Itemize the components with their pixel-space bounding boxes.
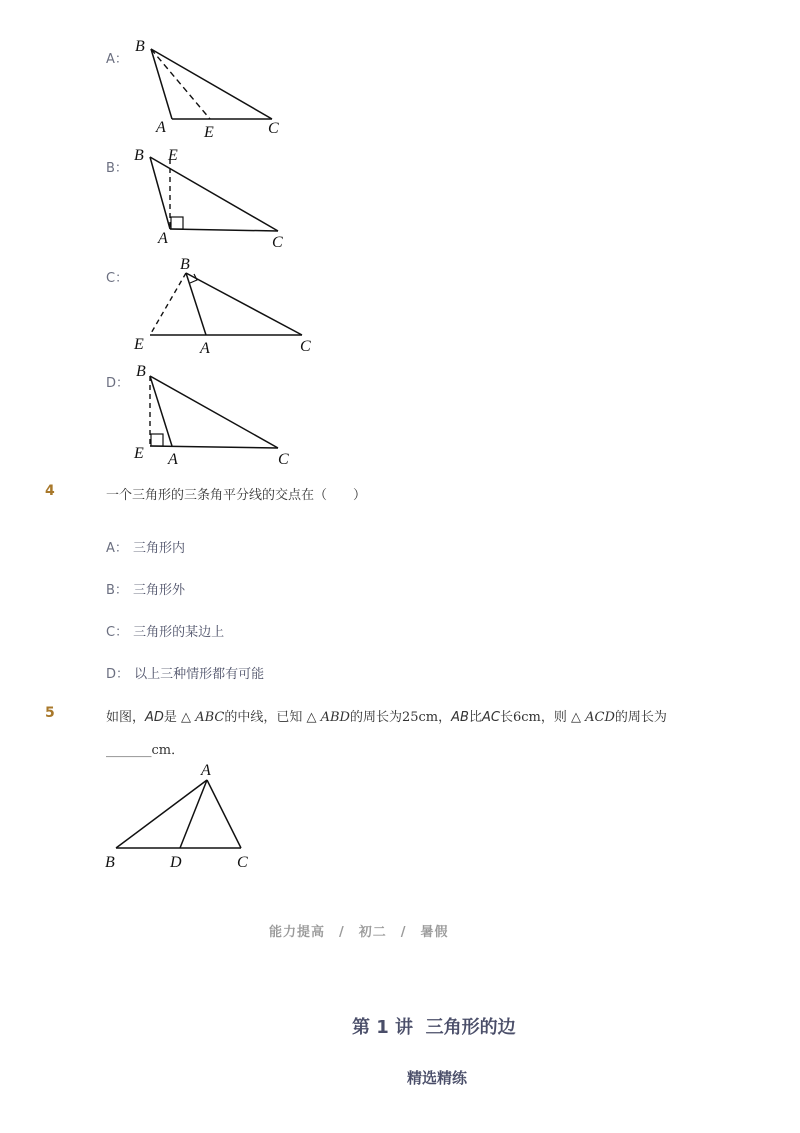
vertex-c: C <box>268 120 279 137</box>
stem-text: 是 △ <box>163 710 196 725</box>
figure-question-5 <box>100 760 260 875</box>
option-c[interactable] <box>106 621 224 640</box>
page-footer-breadcrumb: 能力提高 / 初二 / 暑假 <box>269 925 449 940</box>
option-text: 以上三种情形都有可能 <box>134 667 265 682</box>
option-text: 三角形外 <box>133 583 186 598</box>
option-a[interactable] <box>106 537 185 556</box>
option-label-b: B： <box>106 161 128 176</box>
vertex-a: A <box>201 762 211 779</box>
option-text: 三角形的某边上 <box>133 625 225 640</box>
question-stem: 一个三角形的三条角平分线的交点在（ ） <box>106 488 367 503</box>
option-label: A： <box>106 541 128 556</box>
difference-value: 6cm <box>512 710 541 725</box>
vertex-b: B <box>135 38 145 55</box>
vertex-b: B <box>105 854 115 871</box>
vertex-c: C <box>278 451 289 468</box>
section-title: 精选精练 <box>407 1069 468 1087</box>
vertex-a: A <box>158 230 168 247</box>
segment-ad: AD <box>145 710 164 725</box>
vertex-e: E <box>168 147 178 164</box>
stem-text: 的周长为 <box>614 710 667 725</box>
option-d[interactable] <box>106 663 264 682</box>
vertex-b: B <box>180 256 190 273</box>
question-number: 5 <box>45 705 55 721</box>
triangle-acd: ACD <box>585 710 615 725</box>
answer-blank-line[interactable] <box>106 739 184 758</box>
option-label-a: A： <box>106 52 128 67</box>
vertex-a: A <box>168 451 178 468</box>
stem-text: 比 <box>468 710 482 725</box>
vertex-e: E <box>134 445 144 462</box>
vertex-a: A <box>200 340 210 357</box>
vertex-b: B <box>136 363 146 380</box>
triangle-abc: ABC <box>195 710 225 725</box>
vertex-a: A <box>156 119 166 136</box>
question-stem <box>106 706 667 725</box>
option-label: D： <box>106 667 130 682</box>
stem-text: ， <box>438 710 452 725</box>
stem-text: ，则 △ <box>540 710 586 725</box>
vertex-c: C <box>300 338 311 355</box>
figure-option-a[interactable] <box>130 35 290 145</box>
answer-unit: cm <box>151 743 172 758</box>
answer-blank[interactable]: _______ <box>106 743 152 758</box>
vertex-e: E <box>134 336 144 353</box>
option-b[interactable] <box>106 579 185 598</box>
option-text: 三角形内 <box>133 541 186 556</box>
stem-text: 长 <box>499 710 513 725</box>
figure-option-d[interactable] <box>130 360 305 470</box>
stem-text: 如图， <box>106 710 146 725</box>
perimeter-value: 25cm <box>401 710 439 725</box>
question-number: 4 <box>45 483 55 499</box>
option-label-d: D： <box>106 376 130 391</box>
segment-ab: AB <box>451 710 469 725</box>
vertex-d: D <box>170 854 182 871</box>
vertex-b: B <box>134 147 144 164</box>
lesson-title: 第 1 讲 三角形的边 <box>352 1017 516 1038</box>
option-label-c: C： <box>106 271 129 286</box>
vertex-e: E <box>204 124 214 141</box>
figure-option-c[interactable] <box>130 253 330 363</box>
option-label: B： <box>106 583 128 598</box>
option-label: C： <box>106 625 129 640</box>
stem-text: 的周长为 <box>349 710 402 725</box>
figure-option-b[interactable] <box>130 143 300 253</box>
triangle-abd: ABD <box>320 710 350 725</box>
segment-ac: AC <box>481 710 500 725</box>
stem-text: 的中线，已知 △ <box>224 710 321 725</box>
vertex-c: C <box>272 234 283 251</box>
stem-text: ． <box>171 743 185 758</box>
vertex-c: C <box>237 854 248 871</box>
